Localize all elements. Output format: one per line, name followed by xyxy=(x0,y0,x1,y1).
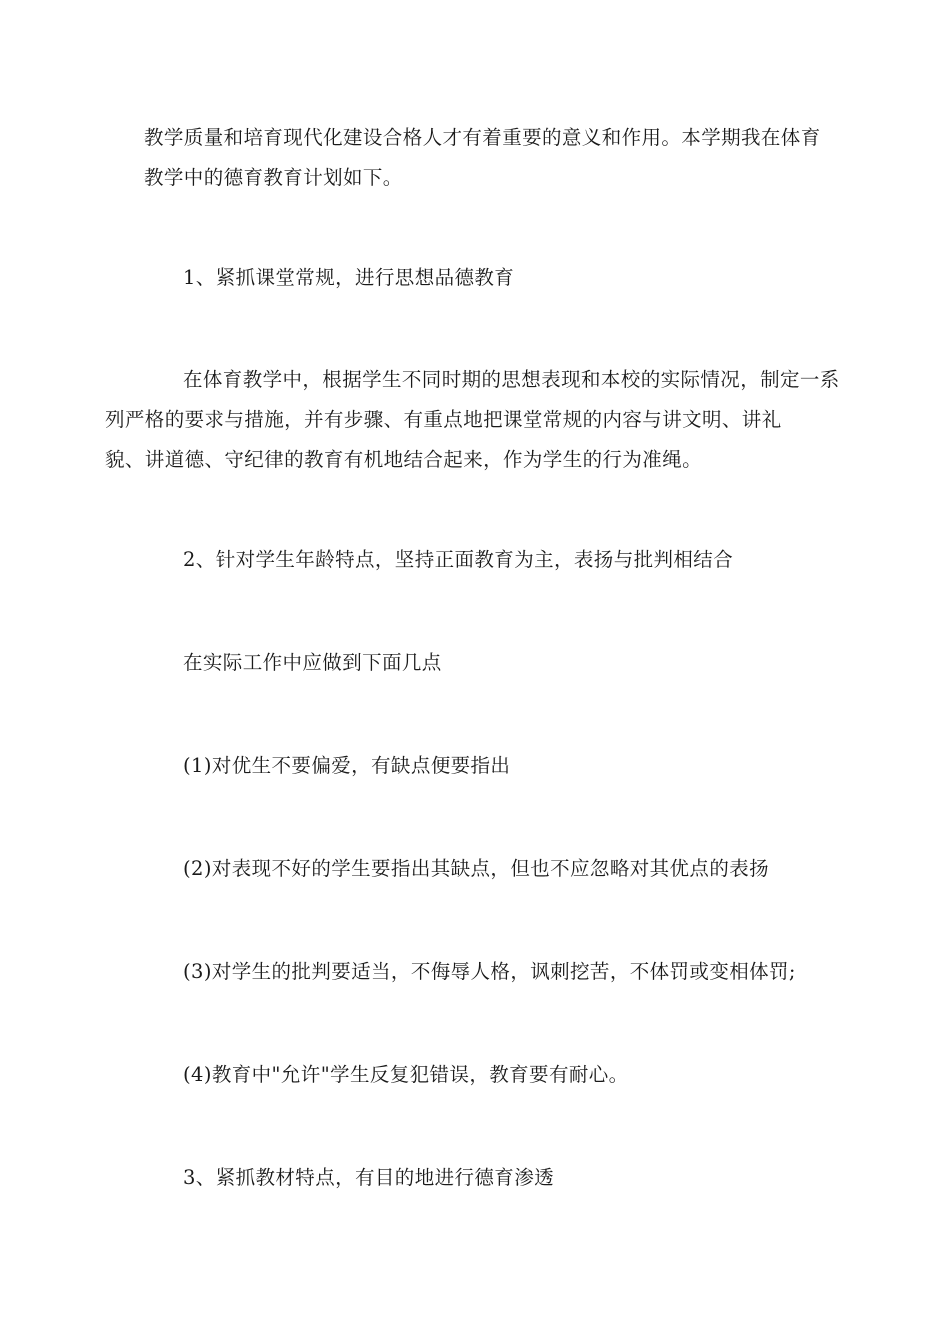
section-heading-3: 3、紧抓教材特点，有目的地进行德育渗透 xyxy=(183,1166,555,1189)
section-1-paragraph xyxy=(105,360,840,480)
intro-paragraph xyxy=(144,118,821,198)
intro-line-2: 教学中的德育教育计划如下。 xyxy=(144,166,403,189)
section-heading-2: 2、针对学生年龄特点，坚持正面教育为主，表扬与批判相结合 xyxy=(183,548,734,571)
section-1-line-3: 貌、讲道德、守纪律的教育有机地结合起来，作为学生的行为准绳。 xyxy=(105,448,703,471)
list-item-4: (4)教育中"允许"学生反复犯错误，教育要有耐心。 xyxy=(183,1063,629,1086)
section-1-line-1: 在体育教学中，根据学生不同时期的思想表现和本校的实际情况，制定一系 xyxy=(183,368,840,391)
list-item-2: (2)对表现不好的学生要指出其缺点，但也不应忽略对其优点的表扬 xyxy=(183,857,770,880)
section-1-line-2: 列严格的要求与措施，并有步骤、有重点地把课堂常规的内容与讲文明、讲礼 xyxy=(105,408,782,431)
list-item-3: (3)对学生的批判要适当，不侮辱人格，讽刺挖苦，不体罚或变相体罚; xyxy=(183,960,796,983)
section-2-intro: 在实际工作中应做到下面几点 xyxy=(183,651,442,674)
section-heading-1: 1、紧抓课堂常规，进行思想品德教育 xyxy=(183,266,515,289)
intro-line-1: 教学质量和培育现代化建设合格人才有着重要的意义和作用。本学期我在体育 xyxy=(144,126,821,149)
list-item-1: (1)对优生不要偏爱，有缺点便要指出 xyxy=(183,754,511,777)
